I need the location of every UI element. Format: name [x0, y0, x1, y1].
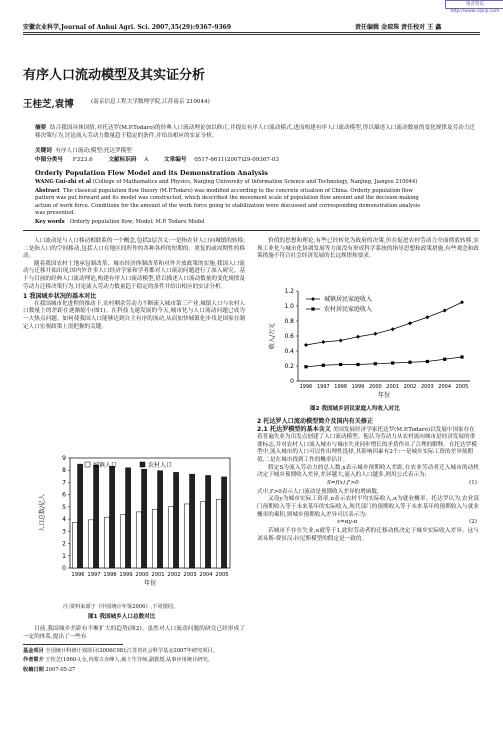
authors-cn: 王桂芝,袁博 [23, 99, 74, 110]
x-tick-label: 2000 [368, 384, 382, 390]
bar-rural [206, 475, 211, 568]
y-tick-label: 0.6 [284, 333, 294, 340]
x-tick-label: 2003 [420, 384, 434, 390]
legend-swatch [85, 462, 90, 467]
x-axis-label: 年份 [377, 392, 391, 399]
bar-rural [190, 474, 195, 568]
doc-code-label: 文献标识码 [108, 157, 137, 163]
fund-text: 全国统计科研计划项目(2006C08);江苏省社会科学基金2007年研究项目。 [45, 648, 218, 654]
received-date-label: 收稿日期 [23, 666, 44, 673]
right-column-top [257, 238, 479, 261]
data-point-rural [443, 358, 446, 361]
bar-rural [174, 472, 179, 568]
data-point-urban [443, 309, 447, 313]
abstract-en [35, 188, 477, 217]
legend-label: 城镇居民家庭收入 [324, 296, 373, 303]
bar-urban [104, 517, 109, 568]
abstract-cn [35, 125, 475, 140]
abstract-cn-label: 摘要 [35, 125, 47, 131]
bar-urban [216, 499, 221, 568]
abstract-en-line-1: The classical population flow theory (M.P.Todaro) was modified according to the concrete situation of China. Orderly population flow [62, 188, 413, 194]
data-point-rural [339, 363, 342, 366]
data-point-urban [460, 300, 464, 304]
received-date-text: 2007-05-27 [45, 666, 76, 673]
data-point-urban [321, 340, 325, 344]
y-tick-label: 0.8 [284, 318, 294, 325]
legend-label: 城镇人口 [93, 462, 118, 469]
x-tick-label: 1998 [334, 384, 348, 390]
data-point-rural [460, 355, 463, 358]
clc-value: F323.6 [72, 157, 93, 163]
x-tick-label: 1998 [103, 572, 117, 578]
bar-urban [136, 512, 141, 568]
abstract-en-line-2: pattern was put forward and its model was constructed, which described the movement scale of population flow amount and the decision-making [35, 195, 419, 202]
y-tick-label: 3 [62, 528, 66, 536]
y-tick-label: 7 [62, 479, 66, 487]
x-tick-label: 1999 [351, 384, 365, 390]
bar-urban [168, 507, 173, 568]
y-tick-label: 2 [62, 540, 66, 548]
bar-urban [120, 515, 125, 568]
y-tick-label: 5 [62, 503, 66, 511]
doc-code-value: A [144, 157, 149, 163]
abstract-en-label: Abstract [35, 188, 60, 194]
abstract-rule [23, 230, 480, 231]
equation-1 [257, 480, 479, 489]
data-point-rural [374, 362, 377, 365]
abstract-en-line-3: action of work force. Conditions for the amount of the work force going to stabilization were discussed and corresponding demonstration analysis [35, 202, 421, 209]
section-1-para: 在我国城市化进程的推动下,农村剩余劳动力不断流入城市第三产业,城镇人口与农村人口数量上的差距在逐渐缩小(图1)。在科技飞速发展的今天,城市化与人口流动问题已成为一大热点问题。如何使我国人口能够达到自主有序的流动,从而加快城镇化步伐是国家在制定人口宏观政策上需把握的关键。 [23, 300, 245, 330]
y-axis-label: 人口总数/亿人 [39, 493, 46, 533]
x-tick-label: 2001 [151, 572, 165, 578]
y-tick-label: 1.0 [284, 303, 294, 310]
x-tick-label: 2002 [403, 384, 417, 390]
x-tick-label: 2004 [199, 572, 213, 578]
footnote-rule [23, 644, 123, 645]
paper-title-cn: 有序人口流动模型及其实证分析 [23, 68, 206, 83]
equation-1-number: (1) [469, 479, 477, 486]
paper-title-en: Orderly Population Flow Model and its Demonstration Analysis [35, 169, 268, 177]
para-2: 假定S为流入劳动力的总人数,x表示城乡预期收入差距,在农业劳动者迁入城市的动机决定于城乡预期收入差异,差异越大,流入的人口越多,则用公式表示为: [257, 464, 479, 479]
bar-rural [94, 465, 99, 568]
classification-line [35, 157, 279, 165]
bar-rural [126, 468, 131, 568]
bar-urban [152, 509, 157, 568]
equation-1-body: S=f(x),f'>0 [327, 479, 359, 486]
abstract-cn-text: 结合我国具体国情,对托达罗(M.P.Todaro)的经典人口流动理论加以修正,并提出有序人口流动模式,进而构建有序人口流动模型,得以描述人口流动数量的变化规律及劳动力迁移决策行为,讨论流入劳动力数量趋于稳定的条件,并给出相应的实证分析。 [35, 125, 475, 139]
editor-credits: 责任编辑 金琼珠 责任校对 王 鑫 [355, 24, 442, 31]
keywords-en-text: Orderly population flow; Model; M.P. Todaro Model [69, 219, 205, 225]
bar-rural [142, 469, 147, 568]
x-tick-label: 2005 [455, 384, 469, 390]
bar-urban [184, 504, 189, 568]
bar-rural [78, 464, 83, 568]
bar-urban [72, 522, 77, 568]
legend-label: 农村人口 [148, 462, 173, 469]
legend-marker [311, 297, 315, 301]
x-tick-label: 1996 [299, 384, 313, 390]
figure-1-caption: 图1 我国城乡人口总数对比 [88, 614, 156, 620]
y-tick-label: 6 [62, 491, 66, 499]
data-point-urban [339, 339, 343, 343]
x-tick-label: 2002 [167, 572, 181, 578]
equation-2 [257, 519, 479, 528]
y-tick-label: 0 [290, 378, 294, 385]
keywords-cn-text: 有序人口流动;模型;托达罗模型 [55, 148, 132, 154]
data-point-urban [373, 332, 377, 336]
right-para-top: 价值的思想和理论,有些已经转化为政府的决策,但在促进农村劳动力全面彻底转移,实现工业化与城市化协调发展等方面没有形成科学系统的指导思想和政策措施,有些观念和政策措施不符合社会经济发展的长远规律和要求。 [257, 238, 479, 260]
y-tick-label: 1 [62, 552, 66, 560]
x-tick-label: 1999 [119, 572, 133, 578]
legend-label: 农村居民家庭收入 [324, 306, 373, 313]
authors-en: WANG Gui-zhi et al [35, 179, 92, 185]
article-number-value: 0517-6611(2007)29-09367-03 [194, 157, 279, 163]
legend-swatch [140, 462, 145, 467]
para-3: 又设y为城市实际工资率,π表示农村平均实际收入,α为就业概率。托达罗认为,农业部门预期收入等于未来某年的实际收入,现代部门的预期收入等于未来某年的预期收入与就业概率的乘积,则城乡预期收入差异可以表示为: [257, 496, 479, 518]
clc-label: 中图分类号 [35, 157, 63, 163]
x-tick-label: 2005 [215, 572, 229, 578]
intro-para-2: 随着我国农村土地承包制改革、城市经济体制改革和对外开放政策的实施,我国人口流动与迁移开始出现,国内外许多人口经济学家和学者都对人口流动问题进行了深入研究。基于与目前的经典人口流动理论,构建有序人口流动模型,借以描述人口流动数量的变化规律及劳动力迁移决策行为,讨论流入劳动力数量趋于稳定的条件并给出相应的实证分析。 [23, 260, 245, 290]
header-rule-2 [23, 34, 480, 35]
series-line-rural [306, 357, 462, 367]
left-column [23, 238, 245, 331]
keywords-cn [35, 148, 132, 156]
y-tick-label: 1.2 [284, 288, 294, 295]
watermark-stamp: 维普资讯 http://www.cqvip.com [445, 0, 503, 9]
x-axis-label: 年份 [143, 580, 157, 587]
section-1-title: 1 我国城乡状况的基本对比 [23, 293, 97, 301]
figure-2-line-chart [262, 285, 478, 403]
y-axis-label: 收入/万元 [269, 322, 276, 350]
y-tick-label: 0.2 [284, 363, 294, 370]
bar-urban [200, 502, 205, 568]
x-tick-label: 1997 [87, 572, 101, 578]
affiliation-cn: (南京信息工程大学数理学院,江苏南京 210044) [91, 99, 210, 105]
x-tick-label: 1997 [316, 384, 330, 390]
legend-marker [311, 307, 314, 310]
y-tick-label: 9 [62, 455, 66, 462]
journal-header: 安徽农业科学,Journal of Anhui Agri. Sci. 2007,35(29):9367-9369 [23, 24, 232, 31]
x-tick-label: 2004 [438, 384, 452, 390]
data-point-rural [356, 363, 359, 366]
data-point-rural [304, 365, 307, 368]
after-figure-1-text [23, 626, 245, 641]
bar-rural [110, 466, 115, 568]
figure-2-caption: 图2 我国城乡居民家庭人均收入对比 [310, 406, 400, 412]
author-info-text: 王桂芝(1960-),女,内蒙古赤峰人,硕士生导师,副教授,从事应用统计研究。 [45, 657, 213, 664]
data-point-rural [391, 361, 394, 364]
y-tick-label: 0 [62, 565, 66, 572]
section-2-1-title: 2.1 托达罗模型的基本含义 [257, 425, 331, 433]
right-column-body [257, 418, 479, 543]
data-point-urban [356, 335, 360, 339]
data-point-urban [391, 327, 395, 331]
keywords-cn-label: 关键词 [35, 148, 52, 154]
after-figure-1-para: 目前,我国城乡差距有不断扩大的趋势(图2)。虽然对人口流动问题的研究已经形成了一定的体系,提出了一些有 [23, 626, 245, 640]
equation-1-note: 式中,f'>0表示人口流动是预期收入差异的增函数。 [257, 488, 383, 495]
data-point-rural [322, 364, 325, 367]
article-number-label: 文章编号 [164, 157, 187, 163]
y-tick-label: 0.4 [284, 348, 294, 355]
data-point-urban [425, 315, 429, 319]
fund-label: 基金项目 [23, 648, 44, 654]
y-tick-label: 4 [62, 516, 66, 524]
keywords-en-label: Key words [35, 219, 65, 225]
section-2-1-para: 美国发展经济学家托达罗(M.P.Todaro)以发展中国家存在着普遍失业为出发点创建了人口流动模型。他认为劳动力从农村流向城市是经济发展的重要标志,并对农村人口流入城市与城市失业同步增长的矛盾作出了合理的解释。在托达罗模型中,流入城市的人口可以作出理性选择,其影响因素有2个:一是城乡实际工资的差异预期值,二是在城市找到工作的概率估计。 [257, 426, 477, 463]
authors-affiliation-en [35, 179, 417, 186]
equation-2-number: (2) [469, 519, 477, 526]
y-tick-label: 8 [62, 467, 66, 475]
section-2-title: 2 托达罗人口流动模型简介及国内有关修正 [257, 418, 374, 425]
bar-urban [88, 520, 93, 568]
abstract-en-line-4: was presented. [35, 209, 75, 216]
data-point-rural [408, 361, 411, 364]
para-4: 若城市不存在失业,α就等于1,此时劳动者的迁移动机决定于城乡实际收入差异。这与刘易斯-费景汉-拉尼斯模型的假定是一致的。 [257, 528, 479, 542]
x-tick-label: 2003 [183, 572, 197, 578]
keywords-en [35, 219, 205, 226]
data-point-urban [408, 321, 412, 325]
bar-rural [158, 471, 163, 568]
intro-para-1: 人口流动是与人口移动相联系的一个概念,包括2层含义:一是指农业人口向城镇的转移;二是指人口的空间移动,包括人口在地区间所作的各种各样的短期的、重复的或周期性的移动。 [23, 238, 245, 260]
affiliation-en: (College of Mathematics and Physics, Nanjing University of Information Science and Technology, Nanjing, Jiangsu 210044) [92, 179, 418, 185]
x-tick-label: 2001 [386, 384, 400, 390]
author-info-label: 作者简介 [23, 657, 44, 664]
figure-1-note: 注:资料来源于《中国统计年鉴2006》,下同图同。 [63, 604, 179, 610]
equation-2-body: x=αy-π [337, 519, 358, 526]
data-point-urban [304, 343, 308, 347]
header-rule [23, 32, 480, 33]
x-tick-label: 1996 [71, 572, 85, 578]
bar-rural [222, 477, 227, 568]
figure-1-bar-chart [30, 446, 240, 594]
footnotes [23, 648, 245, 674]
x-tick-label: 2000 [135, 572, 149, 578]
data-point-rural [426, 360, 429, 363]
